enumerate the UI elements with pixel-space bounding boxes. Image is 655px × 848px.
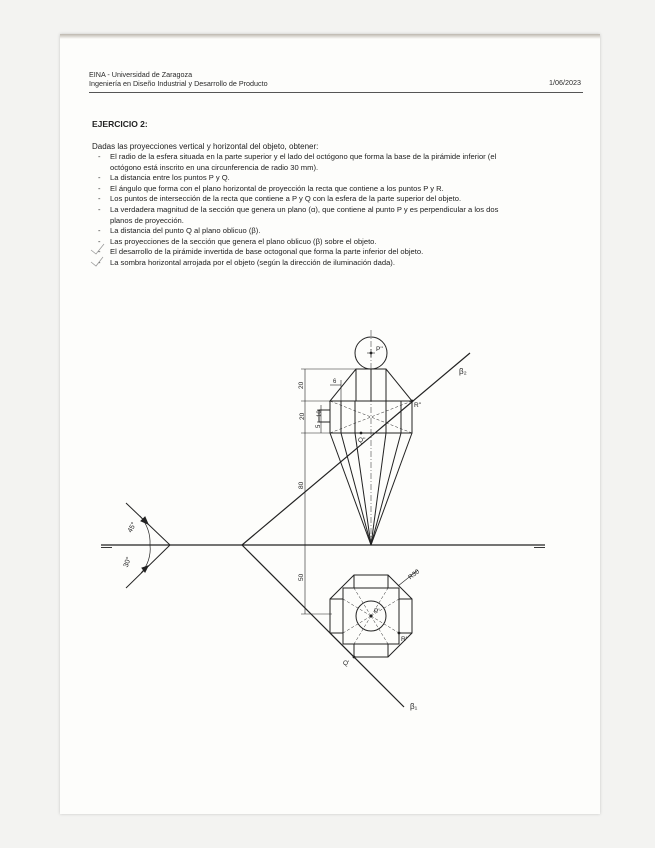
bullet: - — [98, 236, 101, 246]
prism-middle-body — [330, 401, 412, 433]
dimension-20-mid: 20 — [299, 412, 306, 420]
beta-vertical-label: β₂ — [459, 367, 467, 376]
beta-horizontal-label: β₁ — [410, 702, 418, 711]
bullet: - — [98, 183, 101, 193]
dimension-50: 50 — [298, 573, 305, 581]
angle-45-label: 45° — [126, 521, 138, 534]
task-text-continued: planos de proyección. — [110, 215, 184, 225]
bullet: - — [98, 152, 101, 161]
task-text: La sombra horizontal arrojada por el objeto (según la dirección de iluminación dada). — [110, 257, 395, 267]
dimension-6: 6 — [333, 379, 337, 385]
pyramid-edge — [355, 433, 371, 545]
institution-name: EINA - Universidad de Zaragoza — [89, 70, 193, 79]
degree-name: Ingeniería en Diseño Industrial y Desarrollo de Producto — [89, 79, 268, 88]
q-vertical-label: Q'' — [358, 437, 366, 444]
r-horizontal-label: R' — [401, 636, 407, 643]
task-text: La distancia del punto Q al plano oblicuo (β). — [110, 226, 261, 236]
header-date: 1/06/2023 — [549, 78, 581, 87]
point-q-vertical — [360, 432, 363, 435]
task-text-continued: octógono está inscrito en una circunferencia de radio 30 mm). — [110, 162, 319, 172]
pyramid-edge — [330, 433, 371, 545]
pyramid-edge — [371, 433, 401, 545]
bullet: - — [98, 257, 101, 267]
task-text: El desarrollo de la pirámide invertida de base octogonal que forma la parte inferior del objeto. — [110, 247, 424, 257]
dimension-10: 10 — [317, 410, 323, 417]
p-vertical-label: P'' — [376, 346, 383, 353]
q-horizontal-label: Q' — [343, 660, 350, 667]
prism-hidden-diagonal — [330, 401, 412, 433]
dimension-r30: R30 — [407, 568, 421, 582]
task-text: El radio de la esfera situada en la parte superior y el lado del octógono que forma la base de la pirámide inferior (el — [110, 152, 497, 161]
beta-horizontal-trace — [242, 545, 404, 707]
pyramid-edge — [341, 433, 371, 545]
pencil-check-mark — [91, 257, 103, 266]
dimension-20-top: 20 — [298, 381, 305, 389]
task-text: Los puntos de intersección de la recta que contiene a P y Q con la esfera de la parte superior del objeto. — [110, 194, 462, 204]
pencil-check-mark — [91, 244, 104, 254]
point-p-horizontal — [370, 615, 373, 618]
point-r-vertical — [411, 400, 414, 403]
dimension-80: 80 — [298, 481, 305, 489]
point-q-horizontal — [353, 656, 356, 659]
bullet: - — [98, 204, 101, 214]
task-text: Las proyecciones de la sección que genera el plano oblicuo (β) sobre el objeto. — [110, 236, 377, 246]
dimension-5: 5 — [316, 424, 322, 428]
pyramid-edge — [371, 433, 412, 545]
exercise-title: EJERCICIO 2: — [92, 119, 148, 129]
task-text: La verdadera magnitud de la sección que genera un plano (α), que contiene al punto P y es perpendicular a los dos — [110, 204, 499, 214]
exercise-intro: Dadas las proyecciones vertical y horizontal del objeto, obtener: — [92, 142, 319, 151]
point-p-vertical — [370, 352, 373, 355]
point-r-horizontal — [398, 632, 401, 635]
bullet: - — [98, 247, 101, 257]
pencil-marks — [91, 244, 104, 266]
prism-hidden-diagonal — [330, 401, 412, 433]
task-text: El ángulo que forma con el plano horizontal de proyección la recta que contiene a los puntos P y R. — [110, 183, 444, 193]
p-horizontal-label: P' — [374, 608, 380, 615]
bullet: - — [98, 194, 101, 204]
angle-30-label: 30° — [122, 556, 133, 569]
bullet: - — [98, 226, 101, 236]
pyramid-edge — [371, 433, 386, 545]
bullet: - — [98, 173, 101, 183]
r-vertical-label: R'' — [414, 402, 422, 409]
task-text: La distancia entre los puntos P y Q. — [110, 173, 230, 183]
